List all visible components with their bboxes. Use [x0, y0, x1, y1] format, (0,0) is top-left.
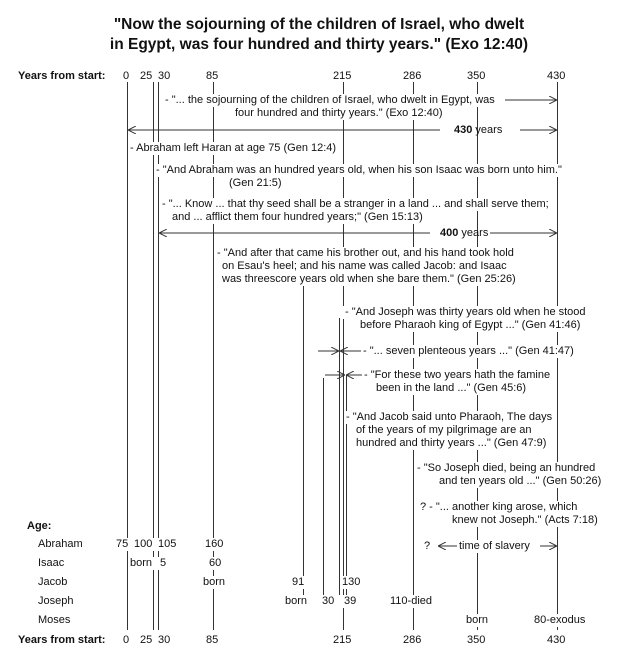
quote-joseph-died-2: and ten years old ..." (Gen 50:26) [439, 475, 602, 487]
slavery-question: ? [424, 540, 431, 552]
quote-pilgrimage-1: - "And Jacob said unto Pharaoh, The days [346, 411, 553, 423]
abraham-age-100: 100 [134, 538, 153, 550]
moses-exodus: 80-exodus [534, 614, 586, 626]
isaac-born: born [130, 557, 153, 569]
tick-30-top: 30 [158, 70, 171, 82]
span-400-number: 400 [440, 227, 459, 239]
span-400-label [440, 227, 488, 240]
tick-0-top: 0 [123, 70, 130, 82]
tick-85-bottom: 85 [206, 634, 219, 646]
abraham-age-105: 105 [158, 538, 177, 550]
quote-abraham-haran: - Abraham left Haran at age 75 (Gen 12:4) [130, 142, 337, 154]
age-header: Age: [27, 520, 52, 532]
abraham-age-75: 75 [116, 538, 129, 550]
tick-215-top: 215 [333, 70, 352, 82]
quote-jacob-born-3: was threescore years old when she bare them." (Gen 25:26) [222, 273, 516, 285]
joseph-died: 110-died [390, 595, 432, 607]
quote-joseph-died-1: - "So Joseph died, being an hundred [417, 462, 596, 474]
tick-25-bottom: 25 [140, 634, 153, 646]
age-row-isaac-name: Isaac [38, 557, 65, 569]
tick-215-bottom: 215 [333, 634, 352, 646]
tick-25-top: 25 [140, 70, 153, 82]
quote-isaac-born-2: (Gen 21:5) [229, 177, 282, 189]
joseph-born: born [285, 595, 308, 607]
age-row-jacob-name: Jacob [38, 576, 68, 588]
tick-85-top: 85 [206, 70, 219, 82]
quote-famine-1: - "For these two years hath the famine [364, 369, 551, 381]
quote-pilgrimage-3: hundred and thirty years ..." (Gen 47:9) [356, 437, 547, 449]
tick-350-bottom: 350 [467, 634, 486, 646]
span-430-unit: years [472, 124, 503, 136]
quote-joseph-30-1: - "And Joseph was thirty years old when he stood [345, 306, 586, 318]
tick-430-bottom: 430 [547, 634, 566, 646]
age-row-moses-name: Moses [38, 614, 71, 626]
quote-isaac-born-1: - "And Abraham was an hundred years old, when his son Isaac was born unto him." [156, 164, 562, 176]
quote-new-king-1: ? - "... another king arose, which [420, 501, 578, 513]
axis-label-top: Years from start: [18, 70, 106, 82]
quote-famine-2: been in the land ..." (Gen 45:6) [376, 382, 527, 394]
tick-430-top: 430 [547, 70, 566, 82]
quote-stranger-2: and ... afflict them four hundred years;" (Gen 15:13) [172, 211, 423, 223]
quote-plenteous: - "... seven plenteous years ..." (Gen 41:47) [363, 345, 574, 357]
jacob-born: born [203, 576, 226, 588]
slavery-label: time of slavery [459, 540, 530, 552]
tick-0-bottom: 0 [123, 634, 130, 646]
jacob-age-130: 130 [342, 576, 361, 588]
tick-30-bottom: 30 [158, 634, 171, 646]
moses-born: born [466, 614, 489, 626]
quote-new-king-2: knew not Joseph." (Acts 7:18) [452, 514, 598, 526]
quote-pilgrimage-2: of the years of my pilgrimage are an [356, 424, 532, 436]
quote-sojourning-2: four hundred and thirty years." (Exo 12:40) [235, 107, 443, 119]
span-400-unit: years [458, 227, 489, 239]
title-line-2: in Egypt, was four hundred and thirty years." (Exo 12:40) [109, 36, 529, 53]
quote-sojourning-1: - "... the sojourning of the children of Israel, who dwelt in Egypt, was [165, 94, 495, 106]
quote-stranger-1: - "... Know ... that thy seed shall be a stranger in a land ... and shall serve them; [162, 198, 549, 210]
tick-286-top: 286 [403, 70, 422, 82]
quote-jacob-born-1: - "And after that came his brother out, and his hand took hold [217, 247, 514, 259]
isaac-age-60: 60 [209, 557, 222, 569]
abraham-age-160: 160 [205, 538, 224, 550]
quote-jacob-born-2: on Esau's heel; and his name was called Jacob: and Isaac [222, 260, 507, 272]
quote-joseph-30-2: before Pharaoh king of Egypt ..." (Gen 41:46) [360, 319, 581, 331]
tick-350-top: 350 [467, 70, 486, 82]
jacob-age-91: 91 [292, 576, 305, 588]
isaac-age-5: 5 [160, 557, 167, 569]
title-line-1: "Now the sojourning of the children of Israel, who dwelt [113, 16, 525, 33]
span-430-number: 430 [454, 124, 473, 136]
age-row-abraham-name: Abraham [38, 538, 83, 550]
joseph-age-30: 30 [322, 595, 335, 607]
span-430-label [454, 124, 502, 137]
tick-286-bottom: 286 [403, 634, 422, 646]
joseph-age-39: 39 [344, 595, 357, 607]
age-row-joseph-name: Joseph [38, 595, 74, 607]
axis-label-bottom: Years from start: [18, 634, 106, 646]
